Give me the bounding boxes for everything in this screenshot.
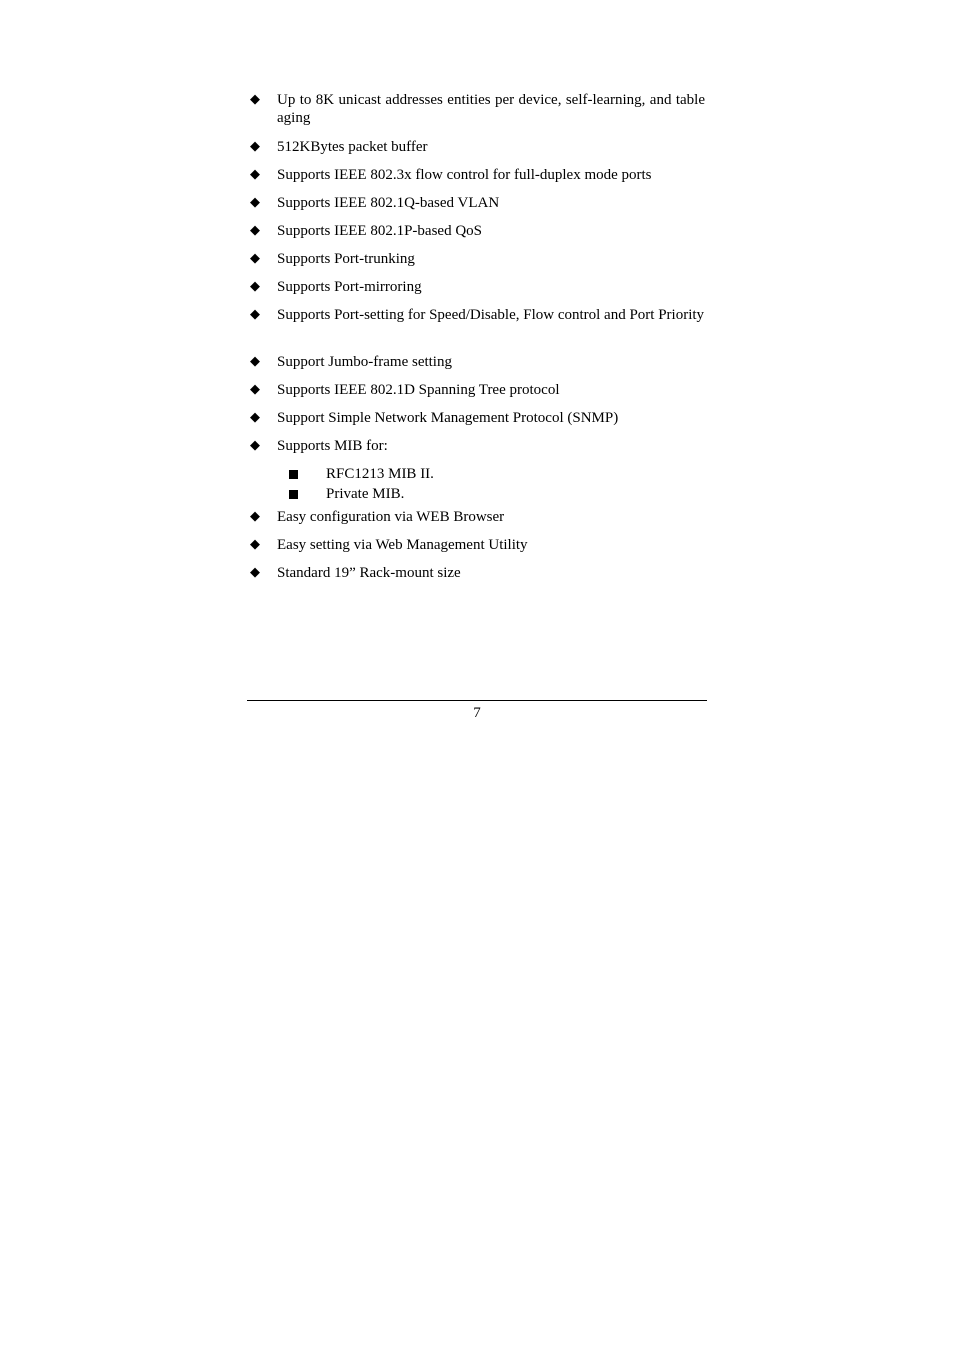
- footer-divider: [247, 700, 707, 701]
- feature-text: Supports IEEE 802.1Q-based VLAN: [277, 195, 500, 211]
- feature-item: [250, 222, 705, 240]
- page-number: 7: [473, 705, 481, 721]
- diamond-bullet-icon: ◆: [250, 354, 260, 369]
- feature-text: Supports Port-mirroring: [277, 279, 422, 295]
- feature-item: [250, 437, 705, 455]
- diamond-bullet-icon: ◆: [250, 565, 260, 580]
- diamond-bullet-icon: ◆: [250, 251, 260, 266]
- diamond-bullet-icon: ◆: [250, 195, 260, 210]
- feature-text: Supports Port-trunking: [277, 251, 415, 267]
- feature-item: [250, 508, 705, 526]
- feature-text: 512KBytes packet buffer: [277, 139, 428, 155]
- square-bullet-icon: [289, 490, 298, 499]
- diamond-bullet-icon: ◆: [250, 92, 260, 107]
- diamond-bullet-icon: ◆: [250, 438, 260, 453]
- mib-sub-item: [289, 485, 709, 503]
- mib-text: Private MIB.: [326, 486, 405, 502]
- feature-item: [250, 353, 705, 371]
- feature-item: [250, 91, 705, 127]
- feature-item: [250, 381, 705, 399]
- diamond-bullet-icon: ◆: [250, 307, 260, 322]
- feature-item: [250, 278, 705, 296]
- feature-item: [250, 536, 705, 554]
- feature-text: Standard 19” Rack-mount size: [277, 565, 461, 581]
- feature-text: Support Jumbo-frame setting: [277, 354, 452, 370]
- feature-item: [250, 250, 705, 268]
- feature-text: Supports IEEE 802.1P-based QoS: [277, 223, 482, 239]
- feature-item: [250, 564, 705, 582]
- feature-item: [250, 166, 705, 184]
- feature-text: Easy configuration via WEB Browser: [277, 509, 505, 525]
- feature-text: Support Simple Network Management Protocol (SNMP): [277, 410, 619, 426]
- diamond-bullet-icon: ◆: [250, 167, 260, 182]
- diamond-bullet-icon: ◆: [250, 382, 260, 397]
- diamond-bullet-icon: ◆: [250, 139, 260, 154]
- feature-item: [250, 138, 705, 156]
- feature-text: Easy setting via Web Management Utility: [277, 537, 528, 553]
- diamond-bullet-icon: ◆: [250, 537, 260, 552]
- feature-text: Supports IEEE 802.3x flow control for full-duplex mode ports: [277, 167, 652, 183]
- square-bullet-icon: [289, 470, 298, 479]
- feature-item: [250, 306, 705, 324]
- diamond-bullet-icon: ◆: [250, 410, 260, 425]
- diamond-bullet-icon: ◆: [250, 279, 260, 294]
- diamond-bullet-icon: ◆: [250, 223, 260, 238]
- feature-text: Supports IEEE 802.1D Spanning Tree protocol: [277, 382, 560, 398]
- mib-sub-item: [289, 465, 709, 483]
- diamond-bullet-icon: ◆: [250, 509, 260, 524]
- feature-text: Supports Port-setting for Speed/Disable, Flow control and Port Priority: [277, 307, 705, 323]
- feature-item: [250, 409, 705, 427]
- feature-item: [250, 194, 705, 212]
- mib-text: RFC1213 MIB II.: [326, 466, 434, 482]
- feature-text: Up to 8K unicast addresses entities per device, self-learning, and table aging: [277, 92, 705, 126]
- feature-text: Supports MIB for:: [277, 438, 388, 454]
